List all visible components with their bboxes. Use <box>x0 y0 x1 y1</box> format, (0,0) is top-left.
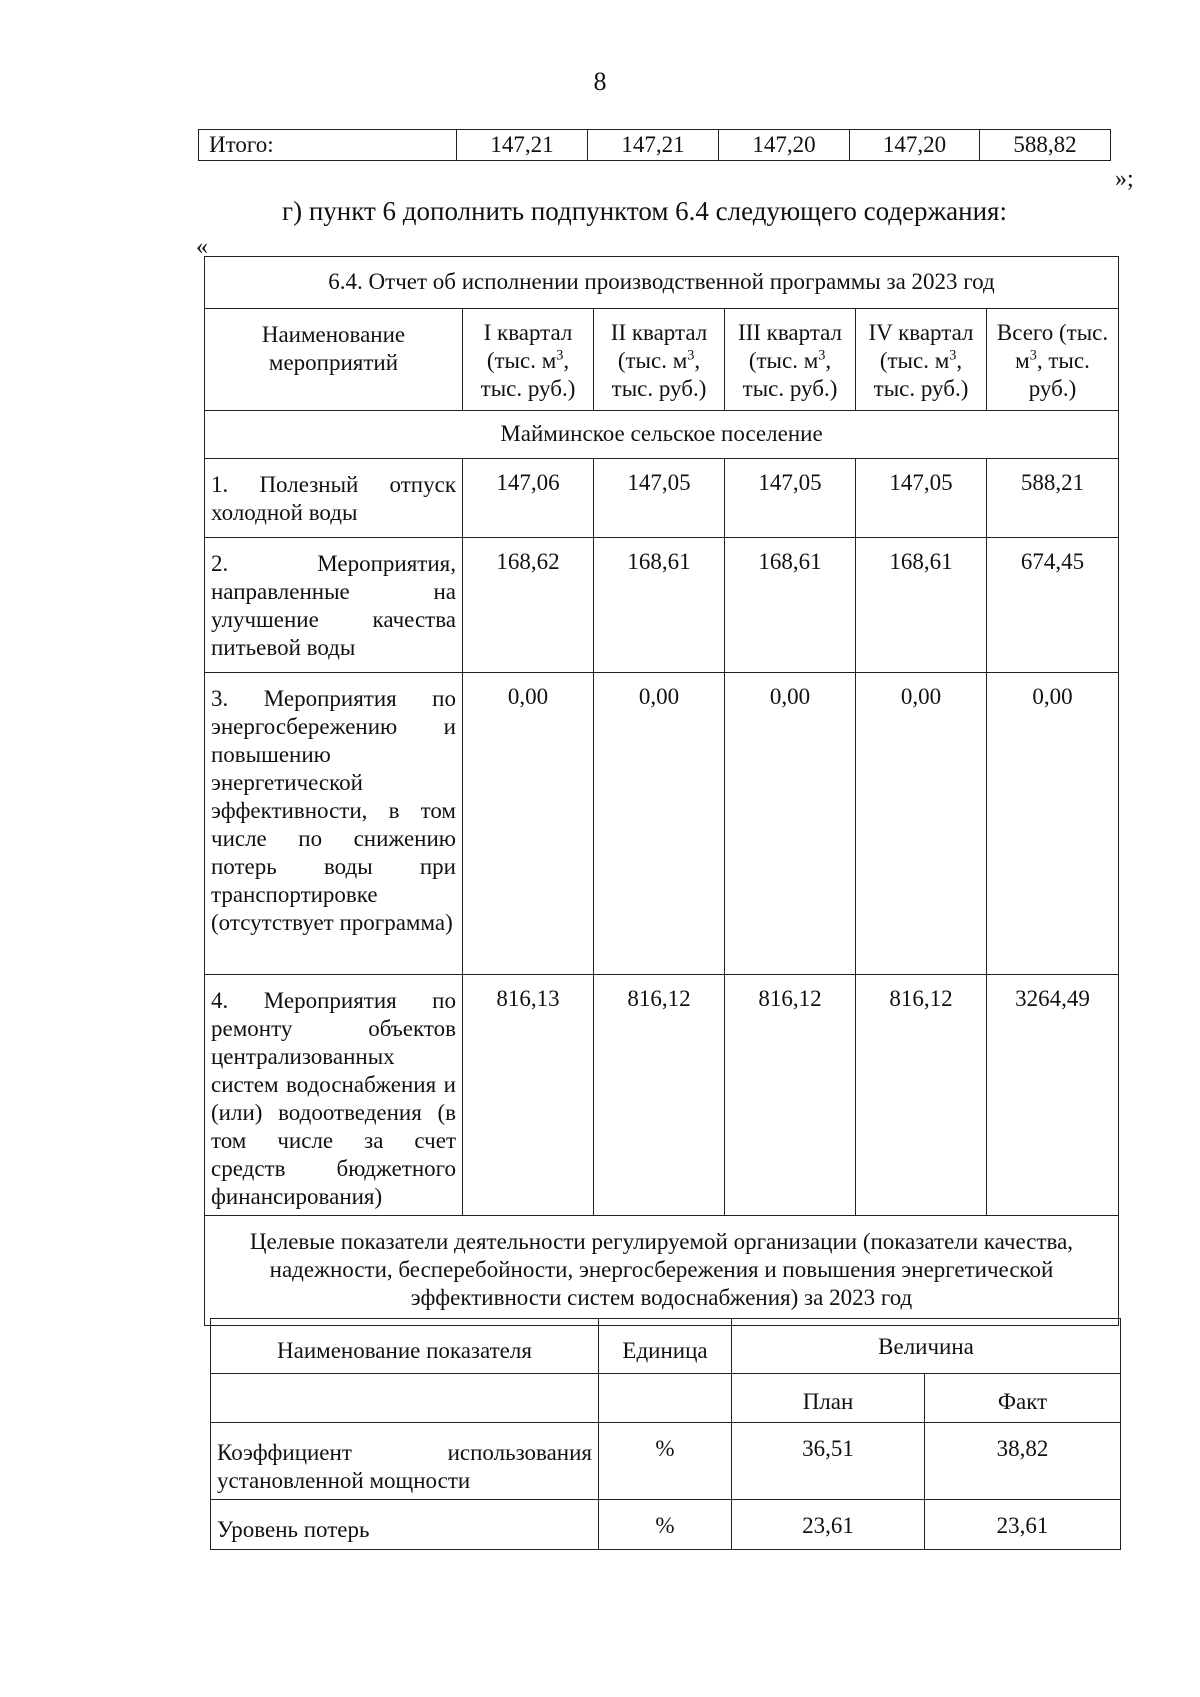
row-1-q4: 147,05 <box>856 459 987 538</box>
target-1-fact: 38,82 <box>925 1423 1121 1500</box>
target-1-plan: 36,51 <box>732 1423 925 1500</box>
row-2-total: 674,45 <box>987 538 1119 673</box>
targets-header-plan: План <box>732 1374 925 1423</box>
targets-subheader-empty-2 <box>599 1374 732 1423</box>
target-1-name: Коэффициент использования установленной мощности <box>211 1423 599 1500</box>
row-4-q3: 816,12 <box>725 975 856 1216</box>
targets-header-fact: Факт <box>925 1374 1121 1423</box>
target-1-unit: % <box>599 1423 732 1500</box>
targets-header-unit: Единица <box>599 1319 732 1374</box>
target-2-name: Уровень потерь <box>211 1500 599 1550</box>
targets-header-name: Наименование показателя <box>211 1319 599 1374</box>
row-2-q4: 168,61 <box>856 538 987 673</box>
total-q1: 147,21 <box>457 130 588 161</box>
total-q4: 147,20 <box>850 130 980 161</box>
row-2-q2: 168,61 <box>594 538 725 673</box>
header-name: Наименование мероприятий <box>205 309 463 411</box>
table-row <box>211 1423 1121 1500</box>
header-q1: I квартал (тыс. $м^3$, тыс. руб.) <box>463 309 594 411</box>
row-3-q1: 0,00 <box>463 673 594 975</box>
total-q2: 147,21 <box>588 130 719 161</box>
total-all: 588,82 <box>980 130 1111 161</box>
targets-title: Целевые показатели деятельности регулируемой организации (показатели качества, надежности, бесперебойности, энергосбережения и повышения энергетической эффективности систем водоснабжения) за 2023 год <box>205 1216 1119 1325</box>
header-total: Всего (тыс. $м^3$, тыс. руб.) <box>987 309 1119 411</box>
table-row <box>211 1500 1121 1550</box>
row-2-q1: 168,62 <box>463 538 594 673</box>
header-q3: III квартал (тыс. $м^3$, тыс. руб.) <box>725 309 856 411</box>
report-table <box>204 256 1119 1326</box>
targets-header-value: Величина <box>732 1319 1121 1374</box>
target-2-fact: 23,61 <box>925 1500 1121 1550</box>
row-4-q4: 816,12 <box>856 975 987 1216</box>
report-title-row <box>205 257 1119 309</box>
header-q4: IV квартал (тыс. $м^3$, тыс. руб.) <box>856 309 987 411</box>
targets-title-row <box>205 1216 1119 1325</box>
row-4-q1: 816,13 <box>463 975 594 1216</box>
total-label: Итого: <box>199 130 457 161</box>
row-4-total: 3264,49 <box>987 975 1119 1216</box>
table-row <box>205 459 1119 538</box>
total-row-table <box>198 129 1111 161</box>
total-q3: 147,20 <box>719 130 850 161</box>
row-3-q4: 0,00 <box>856 673 987 975</box>
table-row <box>205 538 1119 673</box>
section-title: Майминское сельское поселение <box>205 411 1119 459</box>
targets-subheader-row <box>211 1374 1121 1423</box>
report-title: 6.4. Отчет об исполнении производственной программы за 2023 год <box>205 257 1119 309</box>
row-4-name: 4. Мероприятия по ремонту объектов централизованных систем водоснабжения и (или) водоотведения (в том числе за счет средств бюджетного финансирования) <box>205 975 463 1216</box>
row-2-name: 2. Мероприятия, направленные на улучшение качества питьевой воды <box>205 538 463 673</box>
row-1-q2: 147,05 <box>594 459 725 538</box>
row-3-name: 3. Мероприятия по энергосбережению и повышению энергетической эффективности, в том числе по снижению потерь воды при транспортировке (отсутствует программа) <box>205 673 463 975</box>
section-row <box>205 411 1119 459</box>
instruction-text: г) пункт 6 дополнить подпунктом 6.4 следующего содержания: <box>282 196 1007 226</box>
opening-quote: « <box>196 234 208 260</box>
page-number: 8 <box>593 67 607 96</box>
row-2-q3: 168,61 <box>725 538 856 673</box>
header-q2: II квартал (тыс. $м^3$, тыс. руб.) <box>594 309 725 411</box>
targets-table <box>210 1318 1121 1550</box>
target-2-unit: % <box>599 1500 732 1550</box>
targets-subheader-empty-1 <box>211 1374 599 1423</box>
table-row <box>205 975 1119 1216</box>
row-1-q3: 147,05 <box>725 459 856 538</box>
row-3-q2: 0,00 <box>594 673 725 975</box>
table-row <box>205 673 1119 975</box>
target-2-plan: 23,61 <box>732 1500 925 1550</box>
row-1-q1: 147,06 <box>463 459 594 538</box>
row-3-q3: 0,00 <box>725 673 856 975</box>
targets-header-row <box>211 1319 1121 1374</box>
row-4-q2: 816,12 <box>594 975 725 1216</box>
row-1-name: 1. Полезный отпуск холодной воды <box>205 459 463 538</box>
row-3-total: 0,00 <box>987 673 1119 975</box>
total-row <box>199 130 1111 161</box>
closing-quote: »; <box>1115 166 1134 192</box>
report-header-row <box>205 309 1119 411</box>
row-1-total: 588,21 <box>987 459 1119 538</box>
